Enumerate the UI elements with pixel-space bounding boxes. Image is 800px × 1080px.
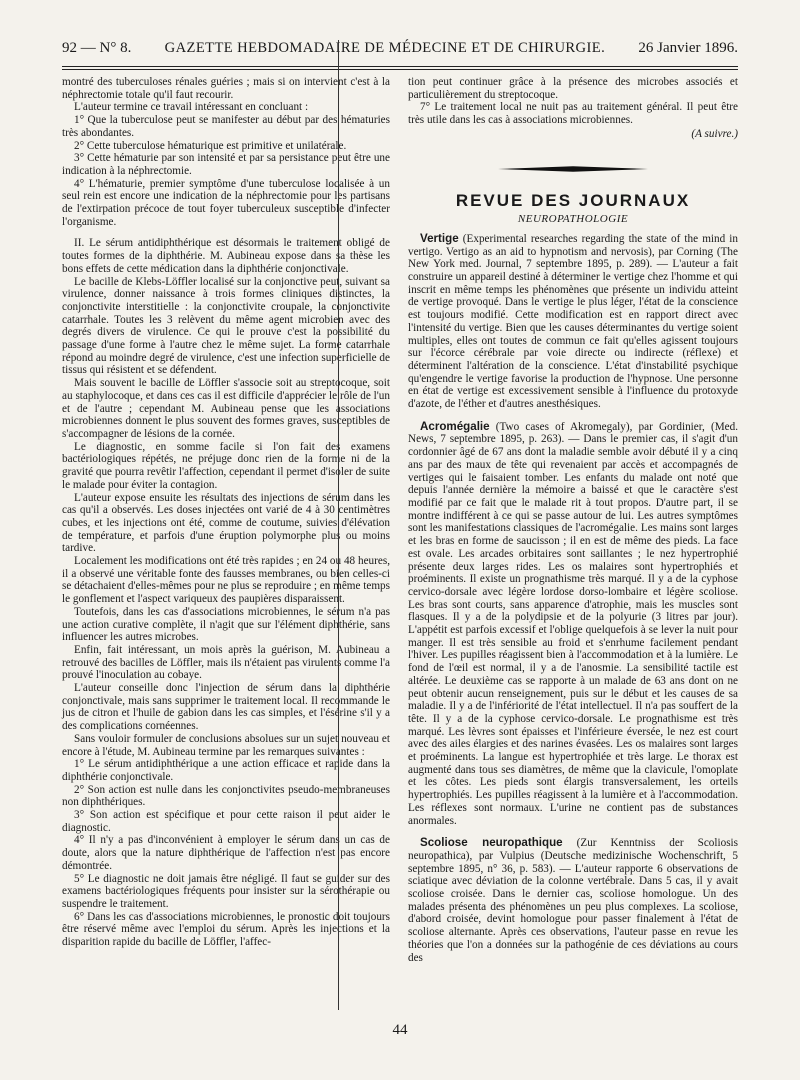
left-paragraph: Toutefois, dans les cas d'associations microbiennes, le sérum n'a pas une action curative complète, il n'agit que sur l'élément diphthérie, sans influencer les autres microbes. [62, 605, 390, 644]
left-paragraph: Le bacille de Klebs-Löffler localisé sur la conjonctive peut, suivant sa virulence, donner naissance à trois formes cliniques distinctes, la conjonctivite interstitielle : la conjonctivite croupale, la conjonctivite catarrhale. Toutes les 3 relèvent du même agent microbien avec des degrés divers de virulence. Ce qui le prouve c'est la possibilité du passage d'une forme à l'autre chez le même sujet. La forme catarrhale répond au moindre degré de virulence, c'est une infection superficielle de tissus qui résistent et se défendent. [62, 275, 390, 377]
left-paragraph: 6° Dans les cas d'associations microbiennes, le pronostic doit toujours être réservé même avec l'emploi du sérum. Après les injections et la disparition rapide du bacille de Löffler, l'affec- [62, 910, 390, 949]
left-paragraph: Mais souvent le bacille de Löffler s'associe soit au streptocoque, soit au staphylocoque, et dans ces cas il est difficile d'apprécier le rôle de l'un et de l'autre ; cependant M. Aubineau pense que les associations microbiennes donnent le plus souvent des formes graves, susceptibles de s'accompagner de lésions de la cornée. [62, 377, 390, 440]
article-body: (Two cases of Akromegaly), par Gordinier, (Med. News, 7 septembre 1895, p. 263). — Dans le premier cas, il s'agit d'un cordonnier âgé de 67 ans dont la maladie semble avoir débuté il y a cinq ans par des maux de tête qui revenaient par accès et accompagnés de vertiges qui le faisaient tomber. Les enfants du malade ont noté que depuis l'année dernière la mémoire a baissé et que le caractère s'est modifié par ce fait que le malade rit à tout propos. D'autre part, il se montre indifférent à ce qui se passe autour de lui. Les autres symptômes sont les manifestations classiques de l'acromégalie. Les mains sont larges et les bras en forme de saucisson ; il en est de même des pieds. La face est ovale. Les arcades orbitaires sont saillantes ; le nez hypertrophié présente deux larges rides. Les os malaires sont hypertrophiés et proéminents. Il existe un prognathisme très marqué. Il y a de la cyphose cervico-dorsale avec légère lordose dorso-lombaire et légère scoliose. Les bras sont courts, sans apparence d'atrophie, mais les muscles sont flasques. Il y a de la polydipsie et de la polyurie (3 litres par jour). L'appétit est parfois excessif et l'oblige quelquefois à se lever la nuit pour manger. Il est très sensible au froid et s'enrhume facilement pendant l'hiver. Les pupilles réagissent bien à l'accommodation et à la lumière. Le fond de l'œil est normal, il y a de l'anosmie. La sensibilité tactile est altérée. Le deuxième cas se rapporte à un malade de 63 ans dont on ne peut obtenir aucun renseignement, puis sur le début et les causes de sa maladie. Il y a de l'infériorité de l'état intellectuel. Il n'a pas souffert de la tête. Il y a de la cyphose cervico-dorsale. Le prognathisme est très marqué. Les lèvres sont épaisses et l'inférieure éversée, le nez est court avec des ailes élargies et des narines évasées. Les os malaires sont larges et proéminents. La langue est hypertrophiée et très large. Le thorax est augmenté dans tous ses diamètres, de même que la clavicule, l'omoplate et les côtes. Les pieds sont élargis transversalement, les orteils hypertrophiés. Les pupilles réagissent à la lumière et à l'accommodation. Les réflexes sont normaux. L'urine ne contient pas de substances anormales. [408, 420, 739, 827]
left-paragraph: Localement les modifications ont été très rapides ; en 24 ou 48 heures, il a observé une véritable fonte des fausses membranes, ou bien celles-ci se détachaient d'elles-mêmes pour ne plus se reproduire ; en même temps le gonflement et l'aspect variqueux des paupières disparaissent. [62, 555, 390, 606]
to-be-continued: (A suivre.) [691, 127, 738, 140]
left-paragraph: L'auteur termine ce travail intéressant en concluant : [74, 101, 309, 114]
article-body: (Experimental researches regarding the state of the mind in vertigo. Vertigo as an aid to hypnotism and nervosis), par Corning (The New York med. Journal, 7 septembre 1895, p. 289). — L'auteur a fait construire un appareil destiné à déterminer le vertige chez l'homme et qui inscrit en même temps les phénomènes que présente un individu atteint de vertige provoqué. Dans le vertige le plus léger, l'état de la conscience est toujours modifié. Cette modification est en rapport direct avec l'intensité du vertige. Bien que les causes déterminantes du vertige soient multiples, elles ont toutes de commun ce fait qu'elles agissent toujours sur l'écorce cérébrale par voie directe ou indirecte (réflexe) et déterminent l'altération de la conscience. L'état d'instabilité psychique qu'engendre le vertige favorise la production de l'hypnose. Une personne en état de vertige est excessivement sensible à l'influence du protoxyde d'azote, de l'éther et d'autres anesthésiques. [408, 232, 739, 411]
article-body: (Zur Kenntniss der Scoliosis neuropathica), par Vulpius (Deutsche medizinische Wochenschrift, 5 septembre 1895, n° 36, p. 583). — L'auteur rapporte 6 observations de sciatique avec déviation de la colonne vertébrale. Dans 5 cas, il y avait scoliose croisée. Dans le dernier cas, scoliose homologue. Un des malades présenta des phénomènes un peu plus complexes. La scoliose, d'abord croisée, devint homologue pour passer finalement à l'état de scoliose alternante. Après ces observations, l'auteur passe en revue les théories que l'on a données sur la pathogénie de ces déviations au cours des [408, 837, 739, 964]
column-divider [338, 40, 339, 1010]
left-paragraph: II. Le sérum antidiphthérique est désormais le traitement obligé de toutes formes de la diphthérie. M. Aubineau expose dans sa thèse les bons effets de cette médication dans la diphthérie conjonctivale. [62, 237, 390, 275]
section-title: REVUE DES JOURNAUX [455, 190, 691, 210]
left-paragraph: Enfin, fait intéressant, un mois après la guérison, M. Aubineau a retrouvé des bacilles de Löffler, mais ils n'étaient pas virulents comme l'a prouvé l'inoculation au cobaye. [62, 643, 390, 682]
left-paragraph: Sans vouloir formuler de conclusions absolues sur un sujet nouveau et encore à l'étude, M. Aubineau termine par les remarques suivantes : [62, 732, 390, 758]
text-columns [62, 76, 738, 964]
articles [408, 233, 738, 964]
left-paragraph: L'auteur expose ensuite les résultats des injections de sérum dans les cas qu'il a observés. Les doses injectées ont varié de 4 à 30 centimètres cubes, et les injections ont été, comme de coutume, suivies d'élévation de température, et parfois d'une éruption polymorphe plus ou moins tardive. [62, 491, 390, 555]
section-ornament [408, 165, 738, 173]
article-title: Vertige [420, 231, 459, 245]
left-paragraph: 3° Son action est spécifique et pour cette raison il peut aider le diagnostic. [62, 809, 390, 834]
left-column [62, 76, 390, 964]
left-paragraph: 5° Le diagnostic ne doit jamais être négligé. Il faut se guider sur des examens bactériologiques fréquents pour insister sur la sérothérapie ou suspendre le traitement. [62, 872, 390, 910]
left-paragraph: 3° Cette hématurie par son intensité et par sa persistance peut être une indication à la néphrectomie. [62, 152, 390, 177]
page-number-label: 92 — N° 8. [62, 40, 132, 56]
page [62, 40, 738, 1070]
header-rule [62, 66, 738, 70]
left-paragraph: 2° Cette tuberculose hématurique est primitive et unilatérale. [74, 139, 347, 152]
left-paragraph: 1° Le sérum antidiphthérique a une action efficace et rapide dans la diphthérie conjonctivale. [62, 758, 390, 783]
left-paragraph: 2° Son action est nulle dans les conjonctivites pseudo-membraneuses non diphthériques. [62, 783, 390, 809]
continued-paragraph: tion peut continuer grâce à la présence des microbes associés et particulièrement du streptocoque. [408, 76, 738, 101]
left-paragraph: 1° Que la tuberculose peut se manifester au début par des hématuries très abondantes. [62, 114, 390, 139]
review-article [408, 233, 738, 411]
right-column [408, 76, 738, 964]
review-article [408, 421, 738, 828]
left-paragraph: 4° L'hématurie, premier symptôme d'une tuberculose localisée à un seul rein est encore une indication de la néphrectomie pour les partisans de l'extirpation précoce de tout foyer tuberculeux susceptible d'infecter l'organisme. [62, 177, 390, 228]
article-title: Scoliose neuropathique [420, 836, 563, 850]
continued-text [408, 76, 738, 127]
review-article [408, 837, 738, 964]
folio: 44 [392, 1022, 408, 1038]
issue-date: 26 Janvier 1896. [638, 40, 738, 56]
continued-paragraph: 7° Le traitement local ne nuit pas au traitement général. Il peut être très utile dans les cas à associations microbiennes. [408, 101, 738, 127]
journal-title: GAZETTE HEBDOMADAIRE DE MÉDECINE ET DE CHIRURGIE. [164, 40, 606, 56]
article-title: Acromégalie [420, 419, 490, 433]
subsection-title: NEUROPATHOLOGIE [517, 213, 629, 226]
left-paragraph: 4° Il n'y a pas d'inconvénient à employer le sérum dans un cas de doute, alors que la nature diphthérique de l'affection n'est pas encore démontrée. [62, 834, 390, 872]
running-header [62, 40, 738, 64]
left-paragraph: montré des tuberculoses rénales guéries ; mais si on intervient c'est à la néphrectomie totale qu'il faut recourir. [62, 76, 390, 101]
left-paragraph: Le diagnostic, en somme facile si l'on fait des examens bactériologiques répétés, ne préjuge donc rien de la forme ni de la gravité que pourra revêtir l'affection, cependant il permet d'isoler de suite le malade pour éviter la contagion. [62, 440, 390, 491]
left-paragraph: L'auteur conseille donc l'injection de sérum dans la diphthérie conjonctivale, mais sans supprimer le traitement local. Il recommande le jus de citron et l'huile de gabion dans les cas simples, et l'ésérine s'il y a des complications cornéennes. [62, 682, 390, 733]
